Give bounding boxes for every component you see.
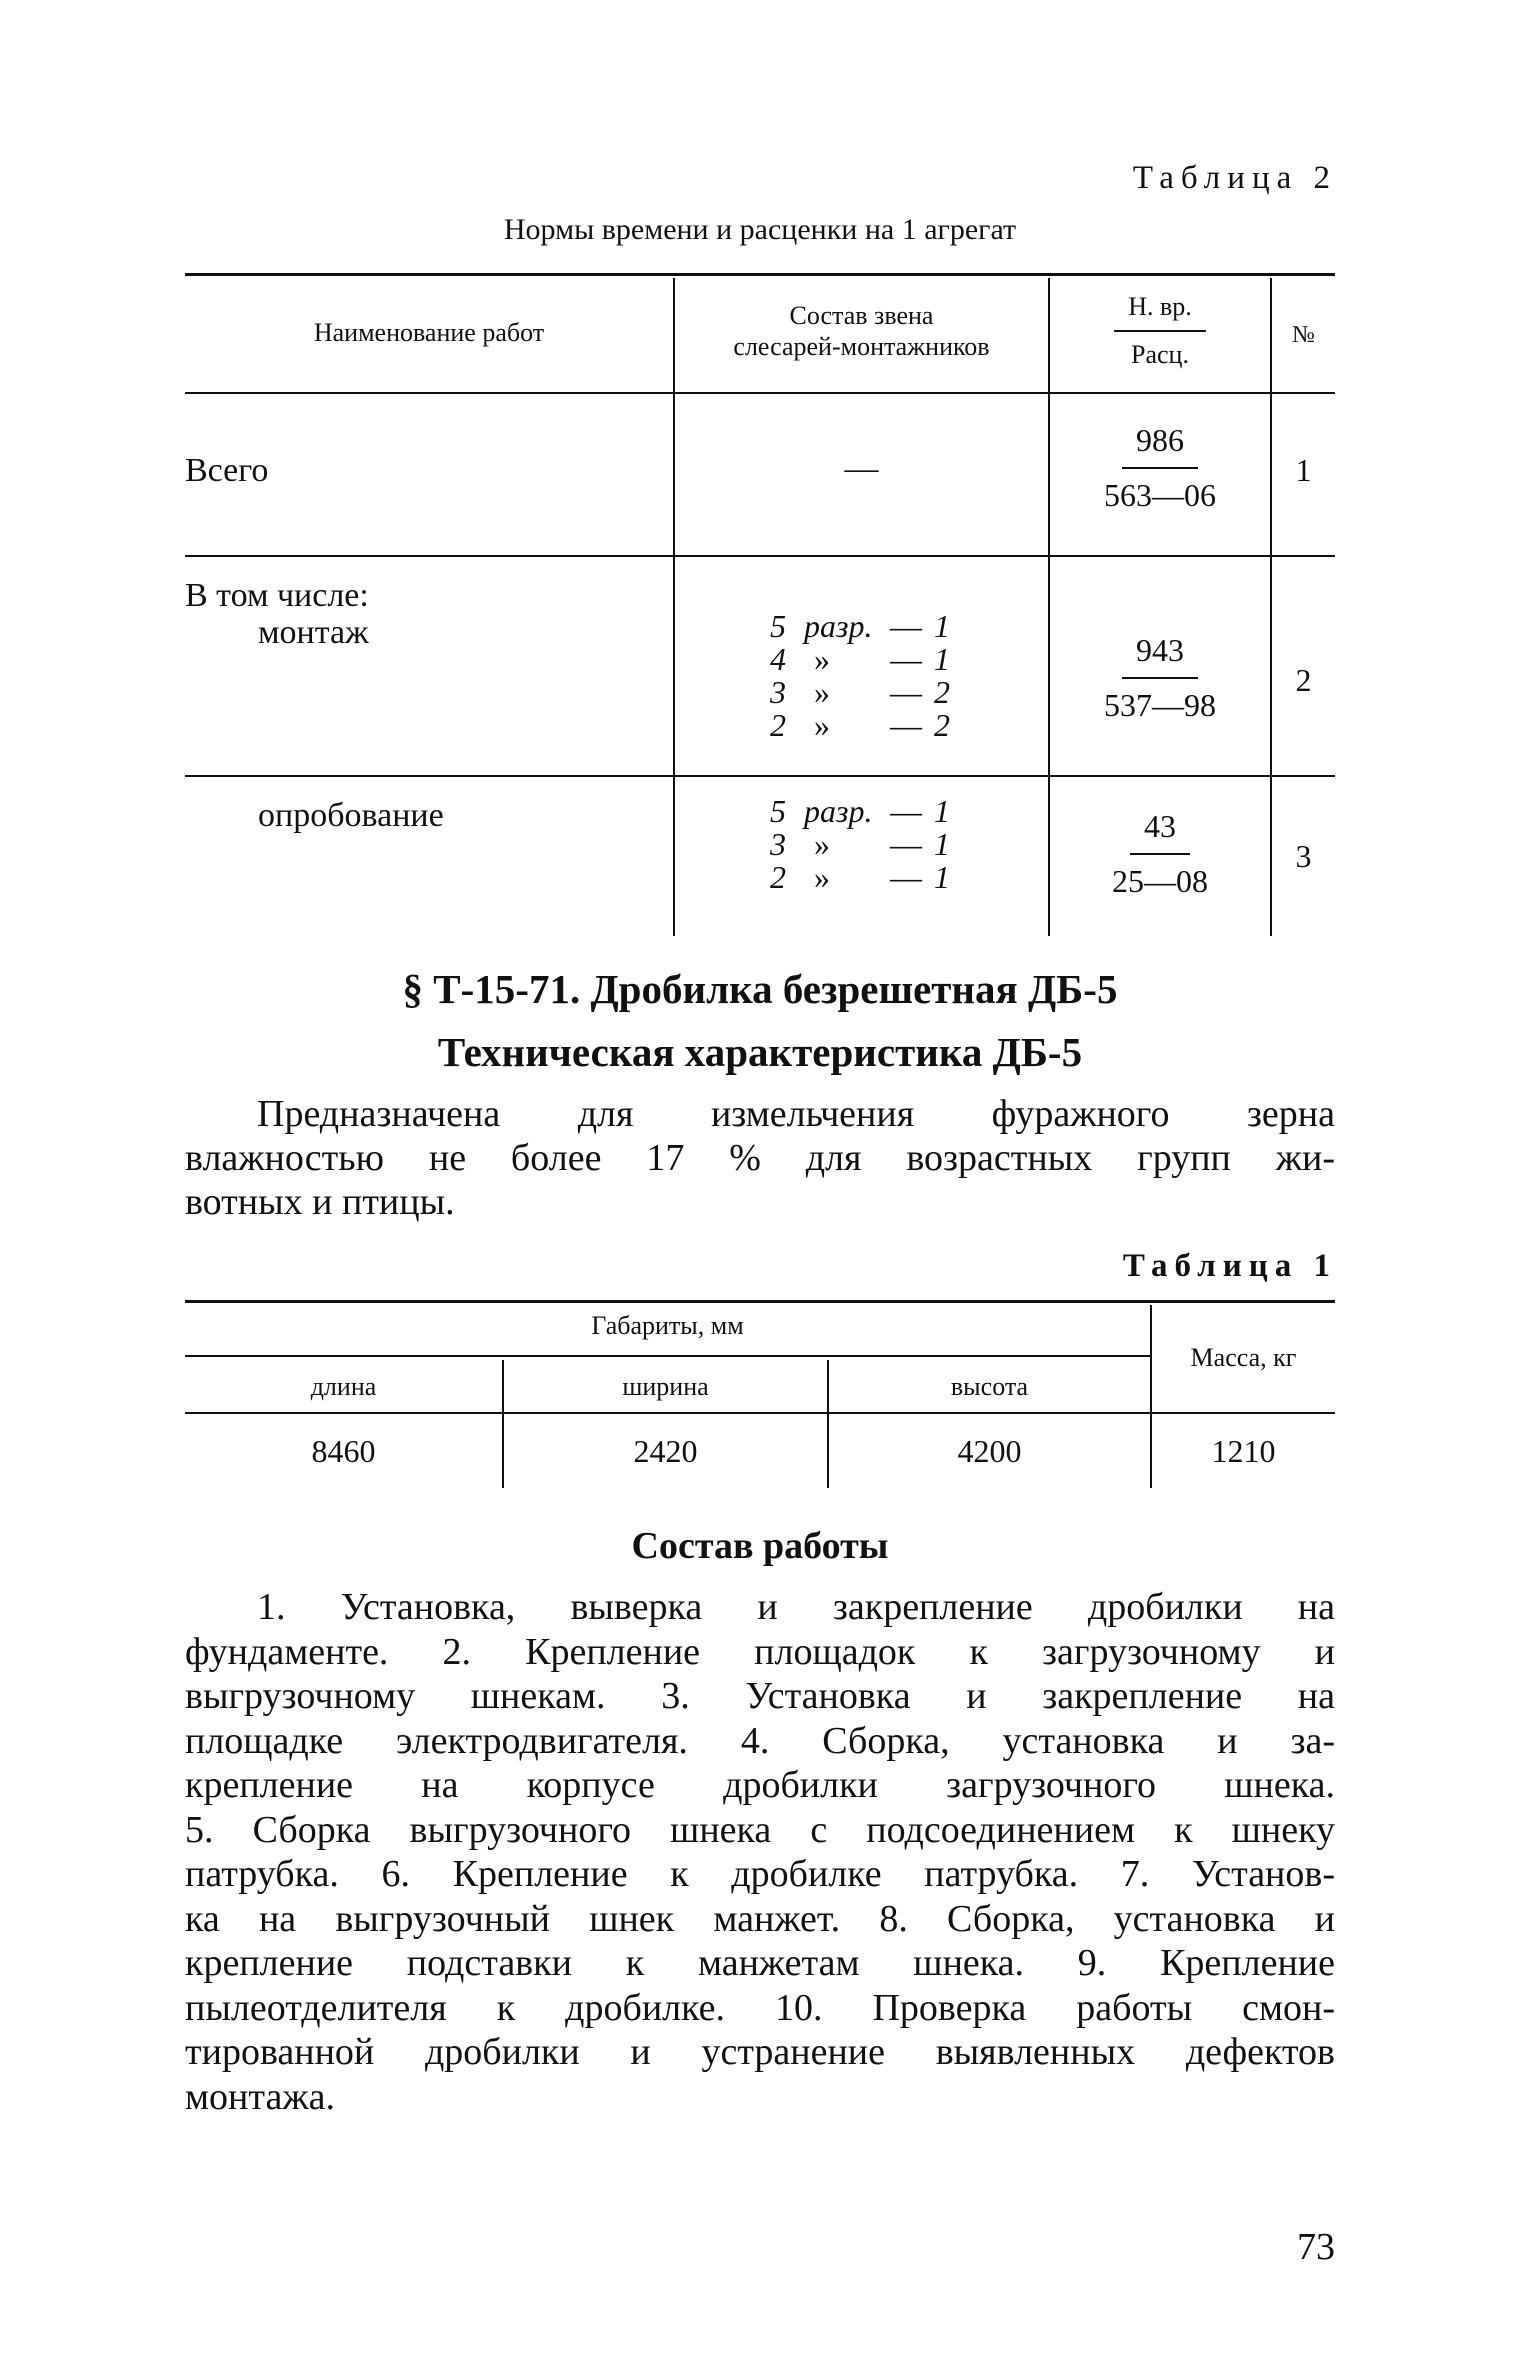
table1-value-length: 8460 xyxy=(311,1433,376,1469)
table1-value-mass: 1210 xyxy=(1211,1433,1276,1469)
table2-header-crew-line1: Состав звена xyxy=(789,301,934,330)
table2-row2-crew-item: 2 » — 2 xyxy=(770,707,950,743)
table2-col-rule-1 xyxy=(673,278,675,936)
table2-row1-time: 986 xyxy=(1122,422,1198,469)
table2-row1-rule xyxy=(185,555,1335,557)
table2-label: Таблица 2 xyxy=(1132,160,1337,196)
table2-header-crew-line2: слесарей-монтажников xyxy=(733,332,990,361)
table1-label: Таблица 1 xyxy=(1122,1248,1337,1284)
table2-row3-crew-item: 2 » — 1 xyxy=(770,859,950,895)
table1-top-rule xyxy=(185,1300,1335,1303)
work-line: патрубка. 6. Крепление к дробилке патрубка. 7. Установ- xyxy=(185,1853,1335,1895)
work-line: пылеотделителя к дробилке. 10. Проверка работы смон- xyxy=(185,1986,1335,2029)
table2-row3-norm xyxy=(1050,808,1270,900)
table1-value-width: 2420 xyxy=(633,1433,698,1469)
table1-header-length: длина xyxy=(310,1372,377,1401)
table2-row1-rate: 563—06 xyxy=(1104,477,1216,513)
table2-row2-time: 943 xyxy=(1122,632,1198,679)
table2-title: Нормы времени и расценки на 1 агрегат xyxy=(503,213,1017,246)
table2-row2-rate: 537—98 xyxy=(1104,687,1216,723)
table2-row2-crew-item: 3 » — 2 xyxy=(770,674,950,710)
table1-group-rule xyxy=(185,1355,1150,1357)
work-line: выгрузочному шнекам. 3. Установка и закрепление на xyxy=(185,1675,1335,1717)
table2-row3-number: 3 xyxy=(1295,838,1312,874)
work-heading: Состав работы xyxy=(631,1525,889,1567)
work-line: 5. Сборка выгрузочного шнека с подсоединением к шнеку xyxy=(185,1808,1335,1851)
table2-header-work: Наименование работ xyxy=(313,318,545,347)
work-line: ка на выгрузочный шнек манжет. 8. Сборка, установка и xyxy=(185,1897,1335,1940)
table2-row2-crew-item: 5 разр. — 1 xyxy=(770,608,950,644)
table2-header-number: № xyxy=(1292,322,1315,348)
table1-value-height: 4200 xyxy=(957,1433,1022,1469)
table2-row3-crew-item: 3 » — 1 xyxy=(770,826,950,862)
table1-header-rule xyxy=(185,1412,1335,1414)
table2-row2-number: 2 xyxy=(1295,662,1312,698)
table2-header-rule xyxy=(185,392,1335,394)
table1-group-header: Габариты, мм xyxy=(591,1311,744,1340)
work-line: 1. Установка, выверка и закрепление дробилки на xyxy=(257,1586,1335,1628)
table2-row3-rate: 25—08 xyxy=(1112,863,1208,899)
work-line: площадке электродвигателя. 4. Сборка, установка и за- xyxy=(185,1719,1335,1762)
work-line: тированной дробилки и устранение выявленных дефектов xyxy=(185,2031,1335,2073)
section-subheading: Техническая характеристика ДБ-5 xyxy=(437,1029,1083,1075)
table2-row2-crew-item: 4 » — 1 xyxy=(770,641,950,677)
section-heading: § Т-15-71. Дробилка безрешетная ДБ-5 xyxy=(402,966,1118,1012)
table2-header-norm xyxy=(1050,292,1270,370)
table2-row3-crew-item: 5 разр. — 1 xyxy=(770,793,950,829)
work-text xyxy=(185,1585,1335,2119)
table2-row2-name-line2: монтаж xyxy=(258,614,369,651)
table2-row3-time: 43 xyxy=(1130,808,1190,855)
table2-row2-name-line1: В том числе: xyxy=(185,577,369,614)
intro-line: Предназначена для измельчения фуражного зерна xyxy=(257,1093,1335,1135)
table1-header-mass: Масса, кг xyxy=(1190,1343,1297,1372)
table2-row1-number: 1 xyxy=(1295,452,1312,488)
table2-row2-rule xyxy=(185,775,1335,777)
table2-row1-crew: — xyxy=(844,450,879,487)
table2-header-norm-time: Н. вр. xyxy=(1114,292,1206,332)
table1-header-height: высота xyxy=(950,1372,1029,1401)
section-intro xyxy=(185,1092,1335,1224)
intro-line: влажностью не более 17 % для возрастных групп жи- xyxy=(185,1137,1335,1179)
table2-row1-name: Всего xyxy=(185,452,269,489)
work-line: фундаменте. 2. Крепление площадок к загрузочному и xyxy=(185,1630,1335,1673)
work-line: монтажа. xyxy=(185,2075,335,2118)
table1-header-width: ширина xyxy=(622,1372,709,1401)
table2-row3-name: опробование xyxy=(258,797,444,834)
table2-row1-norm xyxy=(1050,422,1270,514)
table2-top-rule xyxy=(185,273,1335,276)
intro-line: вотных и птицы. xyxy=(185,1181,455,1223)
work-line: крепление подставки к манжетам шнека. 9. Крепление xyxy=(185,1942,1335,1984)
table2-row2-norm xyxy=(1050,632,1270,724)
work-line: крепление на корпусе дробилки загрузочного шнека. xyxy=(185,1764,1335,1806)
table2-header-crew xyxy=(675,300,1048,362)
table2-header-norm-rate: Расц. xyxy=(1131,340,1189,369)
page-number: 73 xyxy=(1297,2226,1335,2268)
